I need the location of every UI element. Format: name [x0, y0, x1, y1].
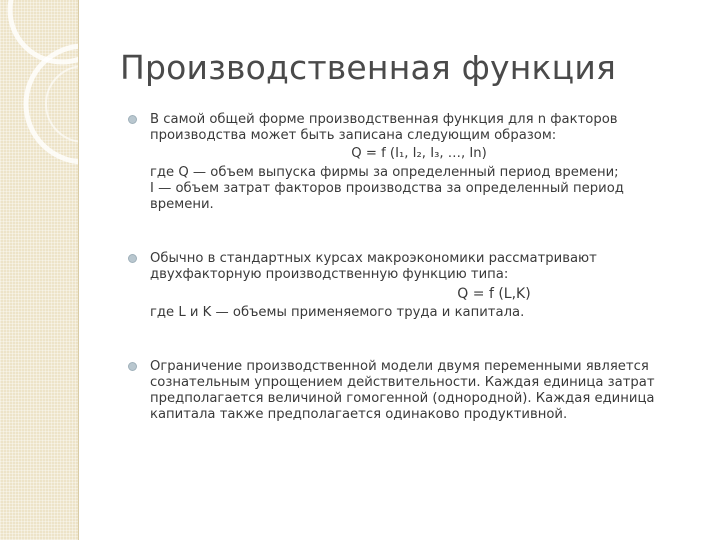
bullet-1-explanation-1: где Q — объем выпуска фирмы за определенный период времени; — [150, 165, 619, 180]
bullet-item-3 — [128, 359, 688, 423]
slide-title: Производственная функция — [120, 48, 617, 87]
bullet-3-text: Ограничение производственной модели двумя переменными является сознательным упрощением действительности. Каждая единица затрат предполагается величиной гомогенной (однородной). Каждая единица капитала также предполагается одинаково продуктивной. — [150, 359, 655, 422]
bullet-2-explanation: где L и K — объемы применяемого труда и капитала. — [150, 305, 525, 320]
slide-content — [128, 112, 688, 423]
bullet-icon — [128, 362, 137, 371]
bullet-2-formula: Q = f (L,K) — [457, 286, 531, 302]
bullet-1-formula: Q = f (I₁, I₂, I₃, …, In) — [351, 146, 487, 161]
bullet-2-intro: Обычно в стандартных курсах макроэкономики рассматривают двухфакторную производственную функцию типа: — [150, 251, 597, 282]
decorative-side-band — [0, 0, 79, 540]
bullet-icon — [128, 115, 137, 124]
bullet-icon — [128, 254, 137, 263]
bullet-item-2 — [128, 251, 688, 321]
bullet-item-1 — [128, 112, 688, 213]
decorative-circles-graphic — [0, 0, 78, 540]
bullet-1-explanation-2: I — объем затрат факторов производства за определенный период времени. — [150, 181, 624, 212]
bullet-1-intro: В самой общей форме производственная функция для n факторов производства может быть записана следующим образом: — [150, 112, 618, 143]
